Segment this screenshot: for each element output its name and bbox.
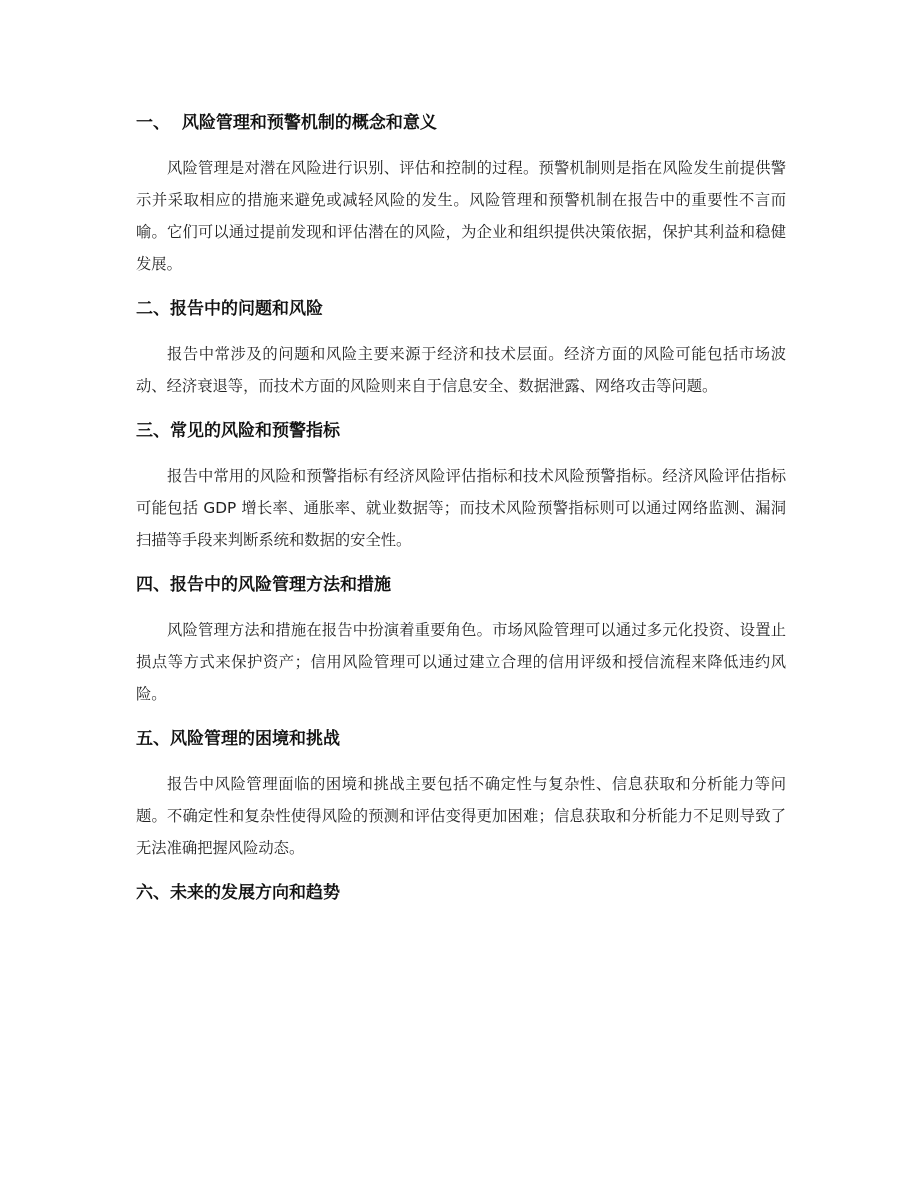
section-body-2: 报告中常涉及的问题和风险主要来源于经济和技术层面。经济方面的风险可能包括市场波动、经济衰退等，而技术方面的风险则来自于信息安全、数据泄露、网络攻击等问题。 (136, 345, 786, 395)
section-heading-2: 二、报告中的问题和风险 (136, 299, 323, 319)
section-body-4: 风险管理方法和措施在报告中扮演着重要角色。市场风险管理可以通过多元化投资、设置止损点等方式来保护资产；信用风险管理可以通过建立合理的信用评级和授信流程来降低违约风险。 (136, 621, 786, 703)
section-heading-1: 一、 风险管理和预警机制的概念和意义 (136, 113, 437, 133)
section-body-5: 报告中风险管理面临的困境和挑战主要包括不确定性与复杂性、信息获取和分析能力等问题。不确定性和复杂性使得风险的预测和评估变得更加困难；信息获取和分析能力不足则导致了无法准确把握风险动态。 (136, 775, 786, 857)
section-heading-5: 五、风险管理的困境和挑战 (136, 729, 340, 749)
section-body-3: 报告中常用的风险和预警指标有经济风险评估指标和技术风险预警指标。经济风险评估指标可能包括 GDP 增长率、通胀率、就业数据等；而技术风险预警指标则可以通过网络监测、漏洞扫描等手段来判断系统和数据的安全性。 (136, 467, 786, 549)
section-heading-3: 三、常见的风险和预警指标 (136, 421, 340, 441)
section-heading-4: 四、报告中的风险管理方法和措施 (136, 575, 391, 595)
section-body-1: 风险管理是对潜在风险进行识别、评估和控制的过程。预警机制则是指在风险发生前提供警示并采取相应的措施来避免或减轻风险的发生。风险管理和预警机制在报告中的重要性不言而喻。它们可以通过提前发现和评估潜在的风险，为企业和组织提供决策依据，保护其利益和稳健发展。 (136, 159, 786, 273)
section-heading-6: 六、未来的发展方向和趋势 (136, 883, 340, 903)
document-content (136, 106, 786, 922)
